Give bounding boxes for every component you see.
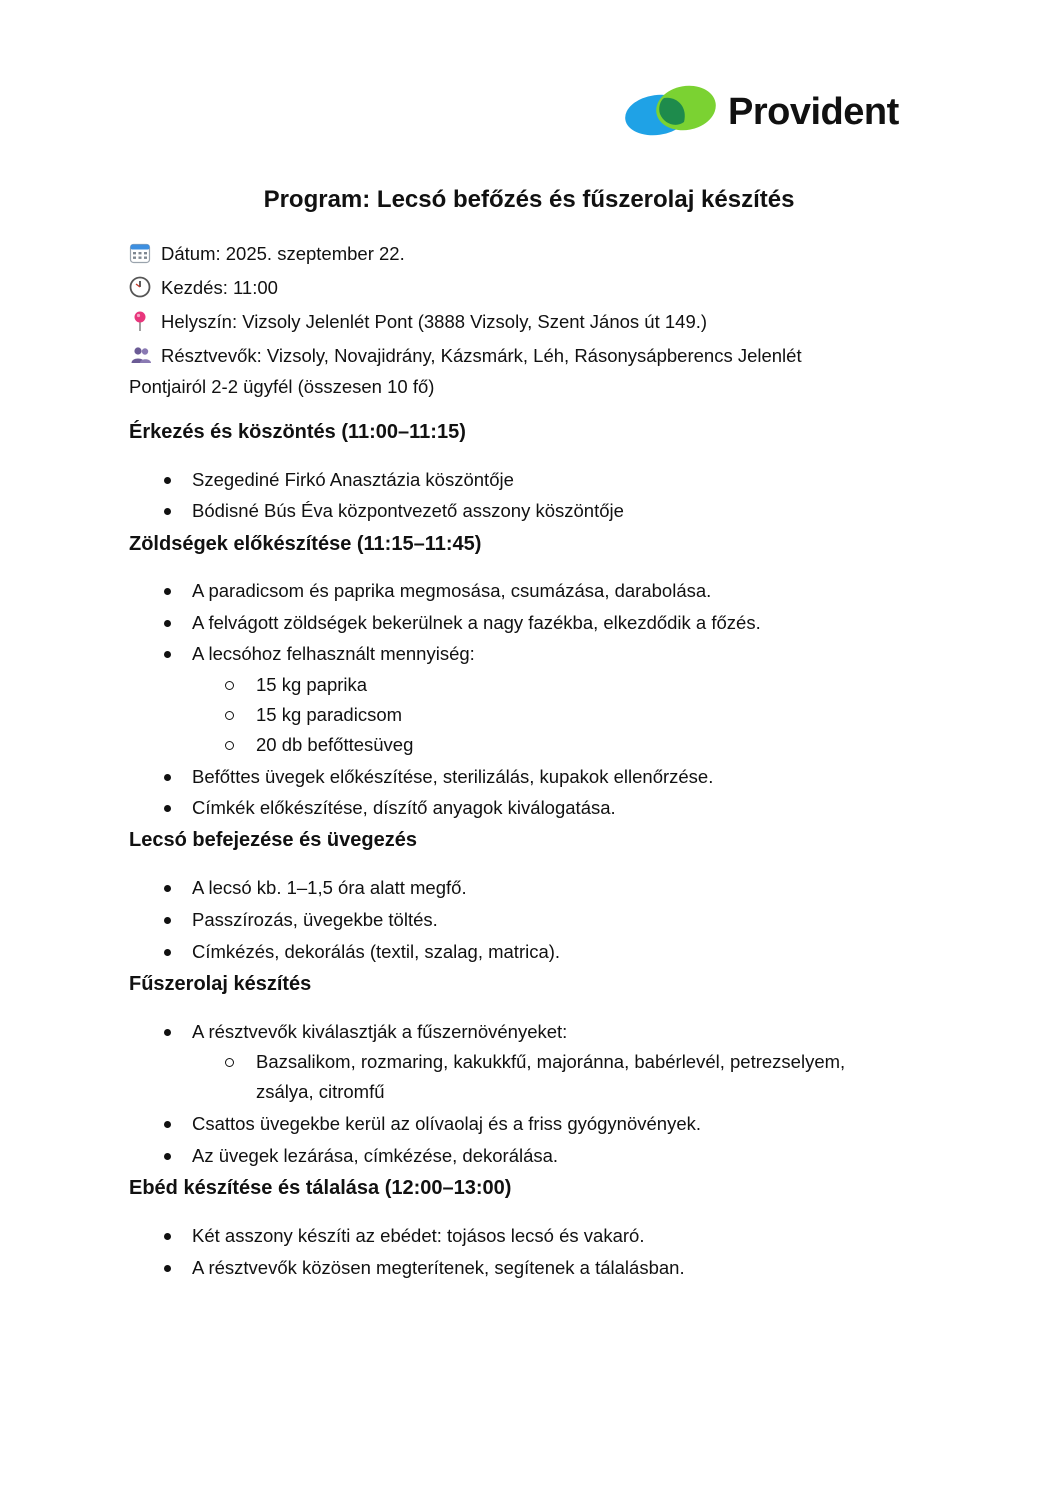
- herb-list-line-1: Bazsalikom, rozmaring, kakukkfű, majoránna, babérlevél, petrezselyem,: [256, 1051, 846, 1072]
- sub-list-item: 20 db befőttesüveg: [256, 730, 936, 760]
- provident-logo-mark: [624, 84, 720, 140]
- participants-text-1: Résztvevők: Vizsoly, Novajidrány, Kázsmárk, Léh, Rásonysápberencs Jelenlét: [161, 345, 802, 366]
- list-item: A résztvevők közösen megterítenek, segítenek a tálalásban.: [192, 1253, 932, 1283]
- section-heading-finishing: Lecsó befejezése és üvegezés: [129, 829, 417, 851]
- clock-icon: [129, 276, 151, 298]
- calendar-icon: [129, 242, 151, 264]
- list-item: A felvágott zöldségek bekerülnek a nagy fazékba, elkezdődik a főzés.: [192, 608, 932, 638]
- brand-name: Provident: [728, 91, 899, 133]
- start-text: Kezdés: 11:00: [161, 277, 278, 298]
- section-heading-spice-oil: Fűszerolaj készítés: [129, 973, 312, 995]
- list-item: Csattos üvegekbe kerül az olívaolaj és a friss gyógynövények.: [192, 1109, 932, 1139]
- sub-list-item: 15 kg paprika: [256, 670, 936, 700]
- meta-date: [129, 238, 929, 269]
- list-item: Szegediné Firkó Anasztázia köszöntője: [192, 465, 932, 495]
- list-item: Két asszony készíti az ebédet: tojásos lecsó és vakaró.: [192, 1221, 932, 1251]
- page-title: Program: Lecsó befőzés és fűszerolaj készítés: [263, 186, 795, 213]
- meta-participants: [129, 340, 929, 402]
- list-item: Passzírozás, üvegekbe töltés.: [192, 905, 932, 935]
- people-icon: [129, 344, 153, 366]
- pin-icon: [129, 310, 151, 332]
- date-text: Dátum: 2025. szeptember 22.: [161, 243, 405, 264]
- list-item: Befőttes üvegek előkészítése, sterilizálás, kupakok ellenőrzése.: [192, 762, 932, 792]
- section-heading-vegetables: Zöldségek előkészítése (11:15–11:45): [129, 533, 482, 555]
- participants-text-2: Pontjairól 2-2 ügyfél (összesen 10 fő): [129, 376, 435, 397]
- list-item: A lecsóhoz felhasznált mennyiség:: [192, 639, 932, 669]
- herb-list-line-2: zsálya, citromfű: [256, 1081, 385, 1102]
- list-item: A lecsó kb. 1–1,5 óra alatt megfő.: [192, 873, 932, 903]
- sub-list-item: 15 kg paradicsom: [256, 700, 936, 730]
- list-item: Az üvegek lezárása, címkézése, dekorálása.: [192, 1141, 932, 1171]
- section-heading-lunch: Ebéd készítése és tálalása (12:00–13:00): [129, 1177, 512, 1199]
- sub-list-item: [256, 1047, 936, 1107]
- list-item: Bódisné Bús Éva központvezető asszony köszöntője: [192, 496, 932, 526]
- meta-location: [129, 306, 929, 337]
- location-text: Helyszín: Vizsoly Jelenlét Pont (3888 Vizsoly, Szent János út 149.): [161, 311, 708, 332]
- provident-logo: [624, 84, 908, 140]
- section-heading-arrival: Érkezés és köszöntés (11:00–11:15): [129, 421, 466, 443]
- meta-start: [129, 272, 929, 303]
- list-item: A paradicsom és paprika megmosása, csumázása, darabolása.: [192, 576, 932, 606]
- list-item: Címkézés, dekorálás (textil, szalag, matrica).: [192, 937, 932, 967]
- list-item: Címkék előkészítése, díszítő anyagok kiválogatása.: [192, 793, 932, 823]
- list-item: A résztvevők kiválasztják a fűszernövényeket:: [192, 1017, 932, 1047]
